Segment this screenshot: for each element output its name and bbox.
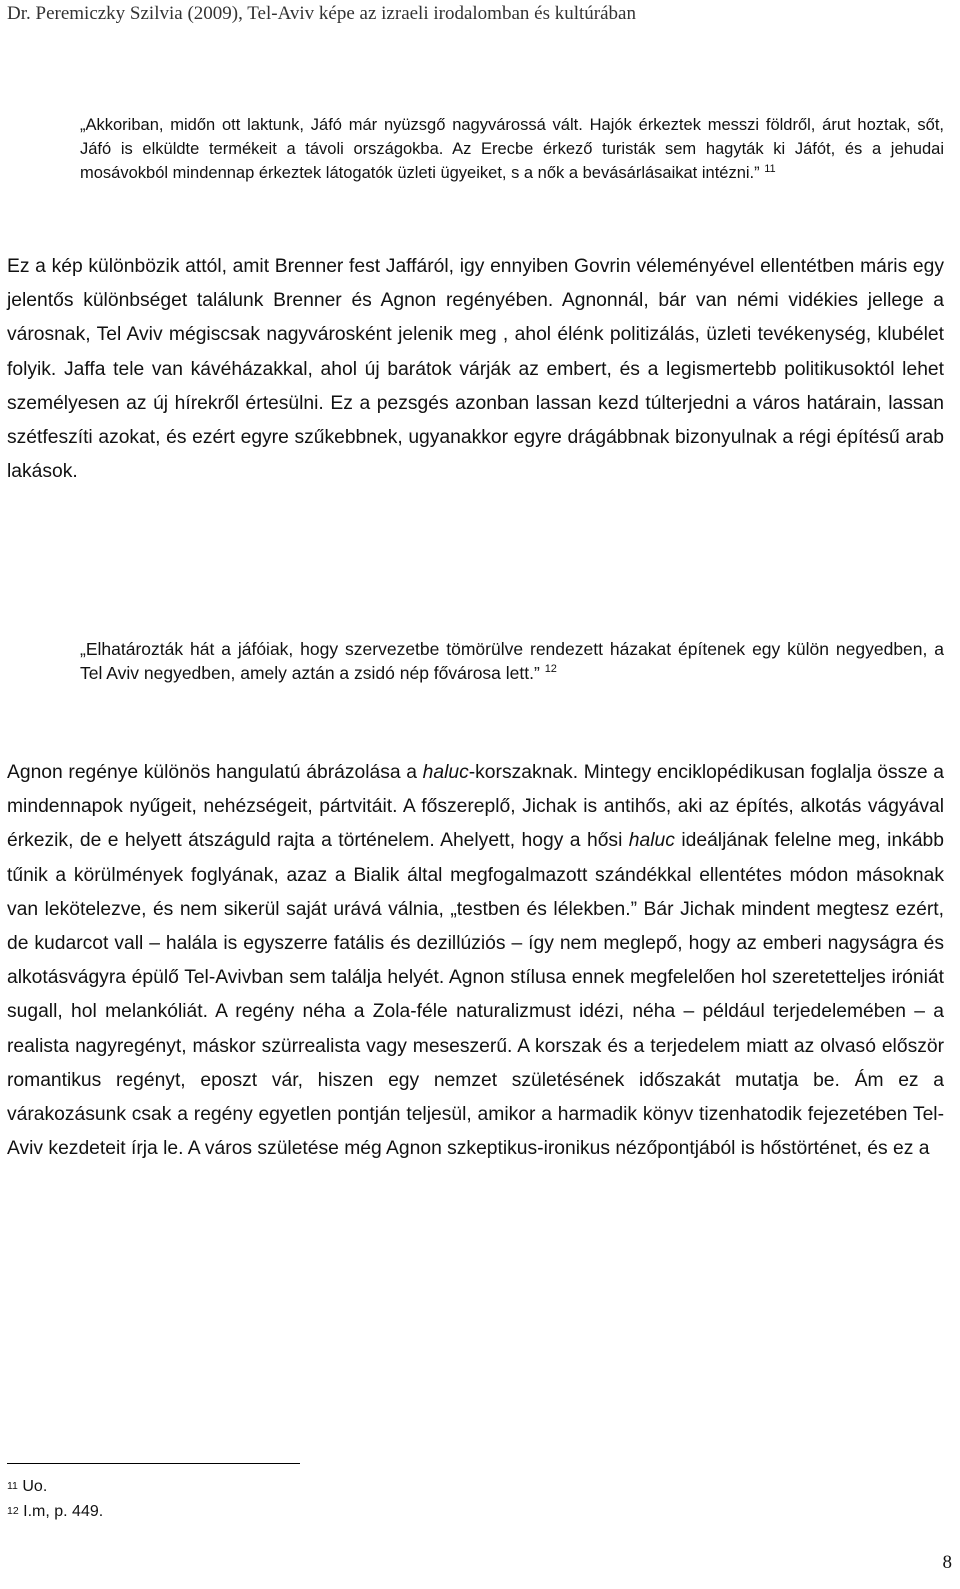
italic-term-haluc-2: haluc (628, 830, 675, 852)
body-paragraph-2-part-1: Agnon regénye különös hangulatú ábrázolása a (7, 762, 423, 783)
body-paragraph-1: Ez a kép különbözik attól, amit Brenner fest Jaffáról, igy ennyiben Govrin véleményével ellentétben máris egy jelentős különbséget találunk Brenner és Agnon regényében. Agnonnál, bár van némi vidékies jellege a városnak, Tel Aviv mégiscsak nagyvárosként jelenik meg , ahol élénk politizálás, üzleti tevékenység, klubélet folyik. Jaffa tele van kávéházakkal, ahol új barátok várják az embert, és a legismertebb politikusoktól lehet személyesen az új hírekről értesülni. Ez a pezsgés azonban lassan kezd túlterjedni a város határain, lassan szétfeszíti azokat, és ezért egyre szűkebbnek, ugyanakkor egyre drágábbnak bizonyulnak a régi építésű arab lakások. (7, 256, 944, 483)
body-paragraph-2 (7, 756, 944, 1166)
block-quote-1 (80, 113, 944, 185)
body-paragraph-2-part-2: -korszaknak. Mintegy enciklopédikusan foglalja össze a mindennapok nyűgeit, nehézségeit, pártvitáit. A főszereplő, Jichak is antihős, aki az építés, alkotás vágyával érkezik, de e helyett átszáguld rajta a történelem. Ahelyett, hogy a hősi (7, 762, 944, 852)
footnotes (7, 1474, 103, 1524)
footnote-separator (7, 1463, 300, 1464)
body-paragraph-2-part-3: ideáljának felelne meg, inkább tűnik a körülmények foglyának, azaz a Bialik által megfogalmazott szándékkal ellentétes módon másoknak van lekötelezve, és nem sikerül saját urává válnia, „testben és lélekben.” Bár Jichak mindent megtesz ezért, de kudarcot vall – halála is egyszerre fatális és dezillúziós – így nem meglepő, hogy az emberi nagyságra és alkotásvágyra épülő Tel-Avivban sem találja helyét. Agnon stílusa ennek megfelelően hol szeretetteljes iróniát sugall, hol melankóliát. A regény néha a Zola-féle naturalizmust idézi, néha – például terjedelemében – a realista nagyregényt, máskor szürrealista vagy meseszerű. A korszak és a terjedelem miatt az olvasó először romantikus regényt, eposzt vár, hiszen egy nemzet születésének időszakát mutatja be. Ám ez a várakozásunk csak a regény egyetlen pontján teljesül, amikor a harmadik könyv tizenhatodik fejezetében Tel-Aviv kezdeteit írja le. A város születése még Agnon szkeptikus-ironikus nézőpontjából is hőstörténet, és ez a (7, 830, 945, 1160)
footnote-text: Uo. (22, 1478, 48, 1495)
footnote-text: I.m, p. 449. (23, 1503, 104, 1520)
footnote-ref-12[interactable]: 12 (544, 663, 557, 675)
block-quote-2 (80, 637, 944, 685)
italic-term-haluc-1: haluc (422, 762, 469, 783)
page-number: 8 (942, 1552, 952, 1573)
footnote-12 (7, 1499, 103, 1524)
footnote-11 (7, 1474, 103, 1499)
footnote-number: 12 (7, 1505, 19, 1517)
footnote-ref-11[interactable]: 11 (764, 163, 776, 175)
footnote-number: 11 (7, 1480, 18, 1492)
block-quote-2-text: „Elhatározták hát a jáfóiak, hogy szervezetbe tömörülve rendezett házakat építenek egy külön negyedben, a Tel Aviv negyedben, amely aztán a zsidó nép fővárosa lett.” (80, 639, 944, 683)
running-header: Dr. Peremiczky Szilvia (2009), Tel-Aviv képe az izraeli irodalomban és kultúrában (7, 3, 636, 24)
block-quote-1-text: „Akkoriban, midőn ott laktunk, Jáfó már nyüzsgő nagyvárossá vált. Hajók érkeztek messzi földről, árut hoztak, sőt, Jáfó is elküldte termékeit a távoli országokba. Az Erecbe érkező turisták sem hagyták ki Jáfót, és a jehudai mosávokból mindennap érkeztek látogatók üzleti ügyeiket, s a nők a bevásárlásaikat intézni.” (80, 116, 944, 182)
